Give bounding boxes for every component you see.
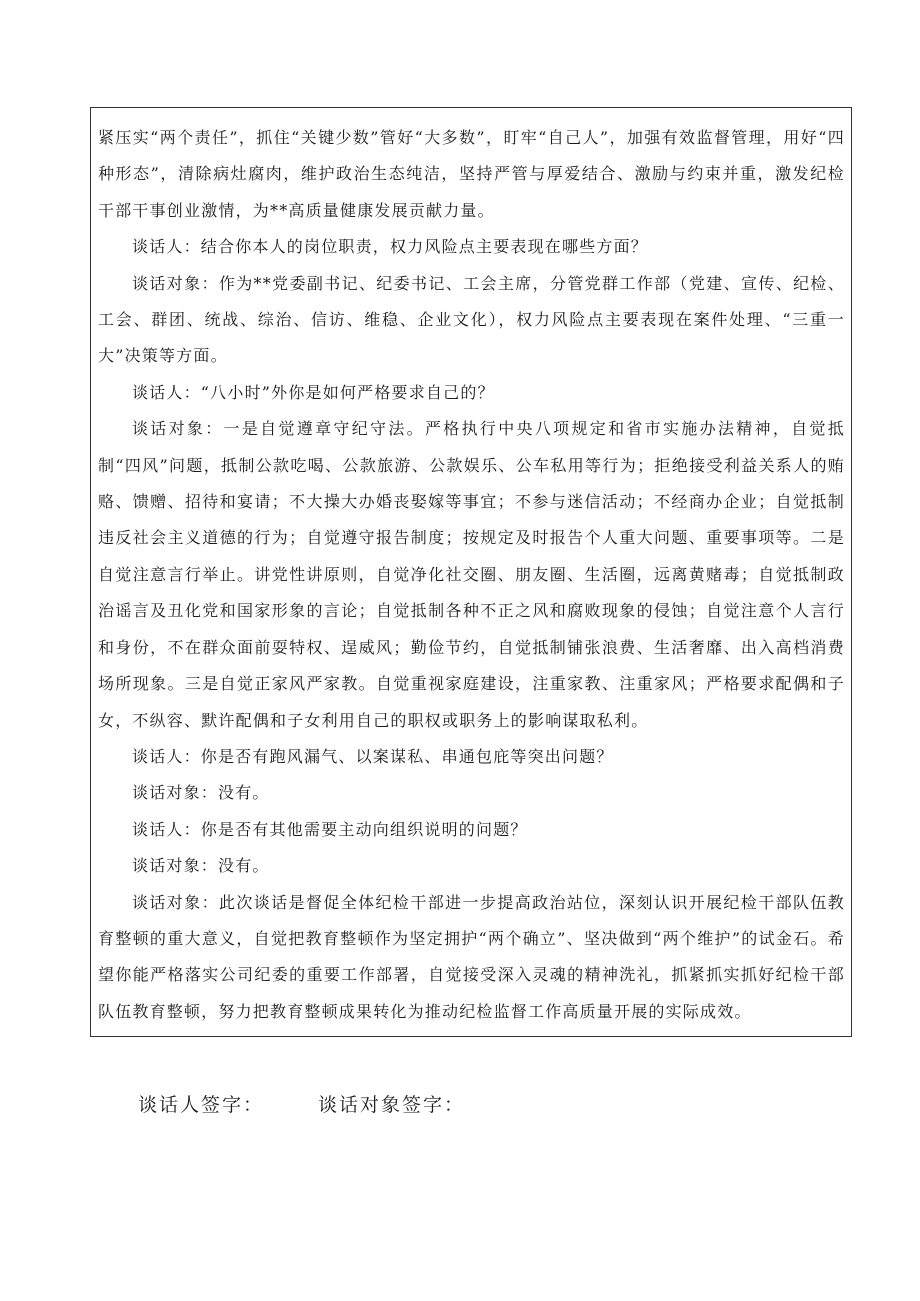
record-paragraph-question-other: 谈话人：你是否有其他需要主动向组织说明的问题？ xyxy=(132,819,528,839)
subject-signature-label: 谈话对象签字： xyxy=(318,1094,466,1116)
record-paragraph-question-after-hours: 谈话人：“八小时”外你是如何严格要求自己的？ xyxy=(132,382,495,402)
record-paragraph-answer-risk: 谈话对象：作为**党委副书记、纪委书记、工会主席，分管党群工作部（党建、宣传、纪检、工会、群团、统战、综治、信访、维稳、企业文化），权力风险点主要表现在案件处理、“三重一大”决策等方面。 xyxy=(98,273,845,366)
speaker-signature-label: 谈话人签字： xyxy=(138,1094,265,1116)
record-paragraph-answer-other: 谈话对象：没有。 xyxy=(132,856,270,876)
record-paragraph-question-risk: 谈话人：结合你本人的岗位职责，权力风险点主要表现在哪些方面？ xyxy=(132,237,649,257)
record-paragraph-answer-after-hours: 谈话对象：一是自觉遵章守纪守法。严格执行中央八项规定和省市实施办法精神，自觉抵制“四风”问题，抵制公款吃喝、公款旅游、公款娱乐、公车私用等行为；拒绝接受利益关系人的贿赂、馈赠、招待和宴请；不大操大办婚丧娶嫁等事宜；不参与迷信活动；不经商办企业；自觉抵制违反社会主义道德的行为；自觉遵守报告制度；按规定及时报告个人重大问题、重要事项等。二是自觉注意言行举止。讲党性讲原则，自觉净化社交圈、朋友圈、生活圈，远离黄赌毒；自觉抵制政治谣言及丑化党和国家形象的言论；自觉抵制各种不正之风和腐败现象的侵蚀；自觉注意个人言行和身份，不在群众面前耍特权、逞威风；勤俭节约，自觉抵制铺张浪费、生活奢靡、出入高档消费场所现象。三是自觉正家风严家教。自觉重视家庭建设，注重家教、注重家风；严格要求配偶和子女，不纵容、默许配偶和子女利用自己的职权或职务上的影响谋取私利。 xyxy=(98,419,845,730)
record-paragraph-continuation: 紧压实“两个责任”，抓住“关键少数”管好“大多数”，盯牢“自己人”，加强有效监督管理，用好“四种形态”，清除病灶腐肉，维护政治生态纯洁，坚持严管与厚爱结合、激励与约束并重，激发纪检干部干事创业激情，为**高质量健康发展贡献力量。 xyxy=(98,128,845,220)
talk-record-table xyxy=(90,107,852,1037)
record-paragraph-answer-issues: 谈话对象：没有。 xyxy=(132,783,270,803)
signature-area xyxy=(0,1090,920,1130)
record-paragraph-closing: 谈话对象：此次谈话是督促全体纪检干部进一步提高政治站位，深刻认识开展纪检干部队伍教育整顿的重大意义，自觉把教育整顿作为坚定拥护“两个确立”、坚决做到“两个维护”的试金石。希望你能严格落实公司纪委的重要工作部署，自觉接受深入灵魂的精神洗礼，抓紧抓实抓好纪检干部队伍教育整顿，努力把教育整顿成果转化为推动纪检监督工作高质量开展的实际成效。 xyxy=(98,892,845,1021)
record-paragraph-question-issues: 谈话人：你是否有跑风漏气、以案谋私、串通包庇等突出问题？ xyxy=(132,746,614,766)
